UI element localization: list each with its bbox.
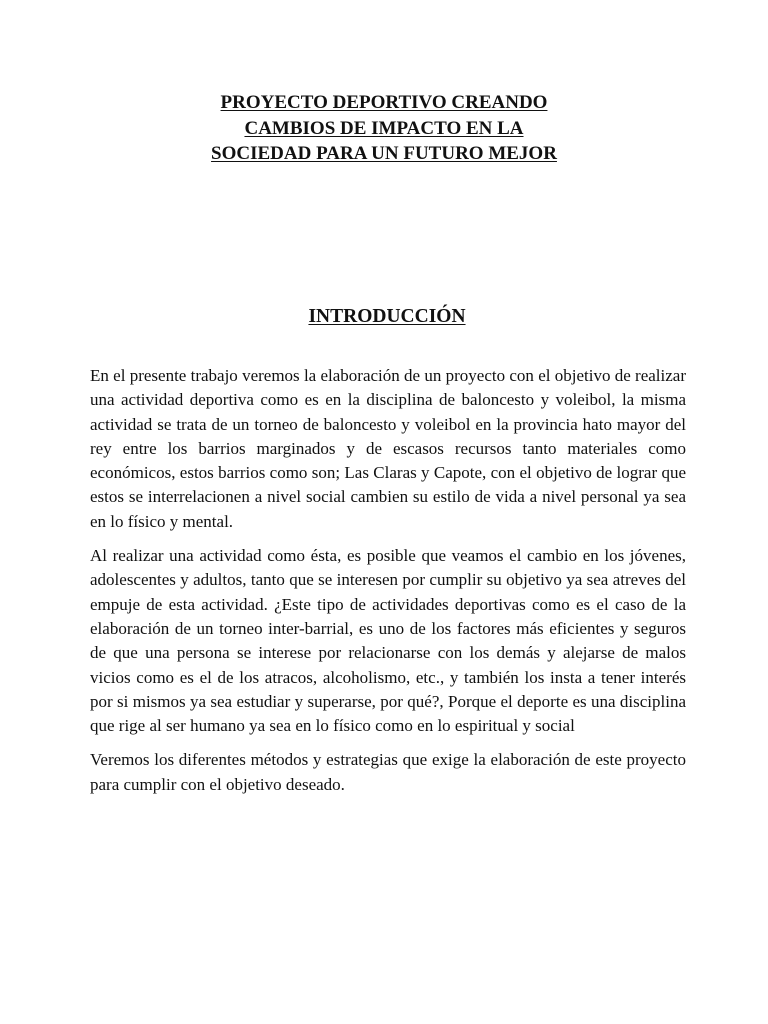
- title-line: CAMBIOS DE IMPACTO EN LA: [244, 117, 524, 139]
- section-heading: INTRODUCCIÓN: [308, 306, 466, 327]
- document-body: [90, 364, 686, 807]
- paragraph: En el presente trabajo veremos la elaboración de un proyecto con el objetivo de realizar una actividad deportiva como es en la disciplina de baloncesto y voleibol, la misma actividad se trata de un torneo de baloncesto y voleibol en la provincia hato mayor del rey entre los barrios marginados y de escasos recursos tanto materiales como económicos, estos barrios como son; Las Claras y Capote, con el objetivo de lograr que estos se interrelacionen a nivel social cambien su estilo de vida a nivel personal ya sea en lo físico y mental.: [90, 366, 686, 531]
- title-line: PROYECTO DEPORTIVO CREANDO: [220, 92, 548, 113]
- paragraph: Veremos los diferentes métodos y estrategias que exige la elaboración de este proyecto para cumplir con el objetivo deseado.: [90, 750, 686, 794]
- document-title: [0, 90, 768, 167]
- title-line: SOCIEDAD PARA UN FUTURO MEJOR: [211, 143, 557, 164]
- paragraph: Al realizar una actividad como ésta, es posible que veamos el cambio en los jóvenes, adolescentes y adultos, tanto que se interesen por cumplir su objetivo ya sea atreves del empuje de esta actividad. ¿Este tipo de actividades deportivas como es el caso de la elaboración de un torneo inter-barrial, es uno de los factores más eficientes y seguros de que una persona se interese por relacionarse con los demás y alejarse de malos vicios como es el de los atracos, alcoholismo, etc., y también los insta a tener interés por si mismos ya sea estudiar y superarse, por qué?, Porque el deporte es una disciplina que rige al ser humano ya sea en lo físico como en lo espiritual y social: [90, 546, 686, 736]
